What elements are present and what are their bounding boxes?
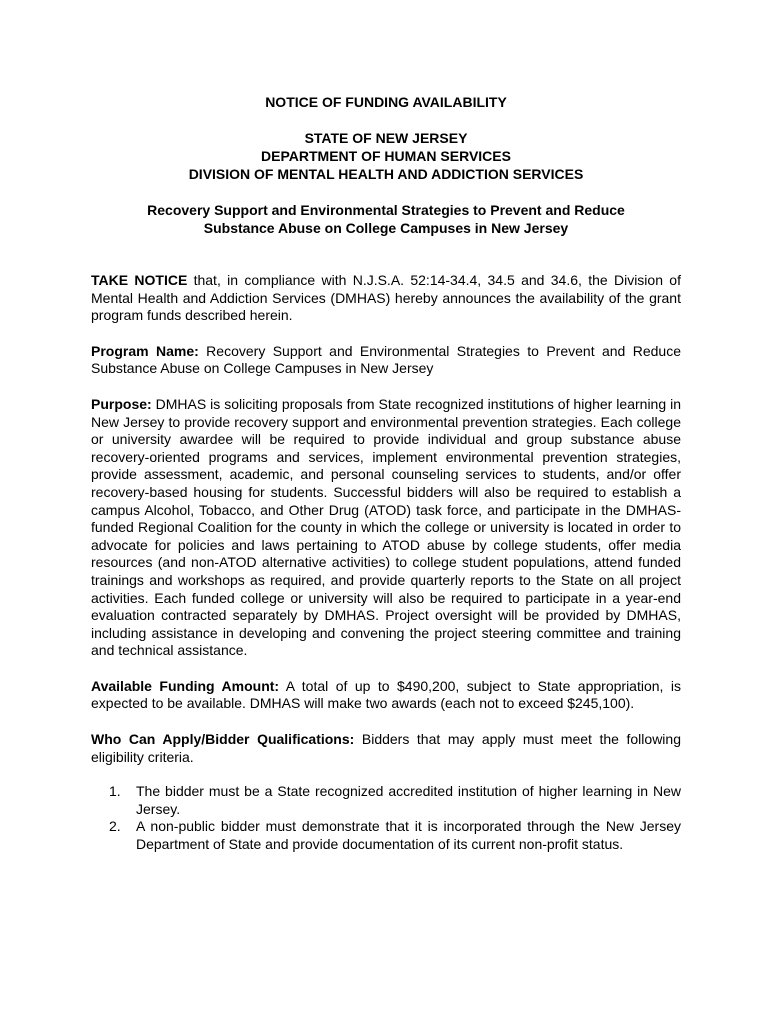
program-subtitle-line1: Recovery Support and Environmental Strategies to Prevent and Reduce bbox=[147, 202, 625, 218]
list-item bbox=[91, 818, 681, 853]
funding-label: Available Funding Amount: bbox=[91, 677, 280, 694]
agency-state: STATE OF NEW JERSEY bbox=[304, 130, 468, 146]
agency-header bbox=[91, 129, 681, 183]
qualifications-text: Bidders that may apply must meet the following eligibility criteria. bbox=[91, 731, 681, 765]
eligibility-criteria-list bbox=[91, 783, 681, 853]
program-name-label: Program Name: bbox=[91, 342, 199, 359]
list-item-text: The bidder must be a State recognized accredited institution of higher learning in New Jersey. bbox=[136, 783, 681, 817]
purpose-text: DMHAS is soliciting proposals from State recognized institutions of higher learning in New Jersey to provide recovery support and environmental prevention strategies. Each college or university awardee will be required to provide individual and group substance abuse recovery-oriented programs and services, implement environmental prevention strategies, provide assessment, academic, and personal counseling services to students, and/or offer recovery-based housing for students. Successful bidders will also be required to establish a campus Alcohol, Tobacco, and Other Drug (ATOD) task force, and participate in the DMHAS-funded Regional Coalition for the county in which the college or university is located in order to advocate for policies and laws pertaining to ATOD abuse by college students, offer media resources (and non-ATOD alternative activities) to college student populations, attend funded trainings and workshops as required, and provide quarterly reports to the State on all project activities. Each funded college or university will also be required to participate in a year-end evaluation contracted separately by DMHAS. Project oversight will be provided by DMHAS, including assistance in developing and convening the project steering committee and training and technical assistance. bbox=[91, 395, 681, 659]
funding-text: A total of up to $490,200, subject to State appropriation, is expected to be available. DMHAS will make two awards (each not to exceed $245,100). bbox=[91, 677, 681, 712]
funding-paragraph bbox=[91, 678, 681, 713]
agency-division: DIVISION OF MENTAL HEALTH AND ADDICTION SERVICES bbox=[188, 166, 584, 182]
list-item bbox=[91, 783, 681, 818]
notice-title: NOTICE OF FUNDING AVAILABILITY bbox=[265, 94, 507, 110]
take-notice-text: that, in compliance with N.J.S.A. 52:14-34.4, 34.5 and 34.6, the Division of Mental Health and Addiction Services (DMHAS) hereby announces the availability of the grant program funds described herein. bbox=[91, 272, 681, 324]
qualifications-label: Who Can Apply/Bidder Qualifications: bbox=[91, 731, 355, 748]
take-notice-label: TAKE NOTICE bbox=[91, 272, 188, 288]
purpose-paragraph bbox=[91, 396, 681, 660]
list-item-text: A non-public bidder must demonstrate that it is incorporated through the New Jersey Department of State and provide documentation of its current non-profit status. bbox=[136, 818, 681, 853]
list-item-number: 1. bbox=[109, 783, 121, 800]
agency-department: DEPARTMENT OF HUMAN SERVICES bbox=[261, 148, 511, 164]
take-notice-paragraph bbox=[91, 272, 681, 325]
purpose-label: Purpose: bbox=[91, 395, 152, 412]
program-name-paragraph bbox=[91, 343, 681, 378]
program-subtitle-line2: Substance Abuse on College Campuses in New Jersey bbox=[203, 220, 569, 236]
list-item-number: 2. bbox=[109, 818, 121, 835]
qualifications-paragraph bbox=[91, 731, 681, 766]
document-page bbox=[91, 93, 681, 854]
program-name-text: Recovery Support and Environmental Strategies to Prevent and Reduce Substance Abuse on College Campuses in New Jersey bbox=[91, 342, 681, 377]
